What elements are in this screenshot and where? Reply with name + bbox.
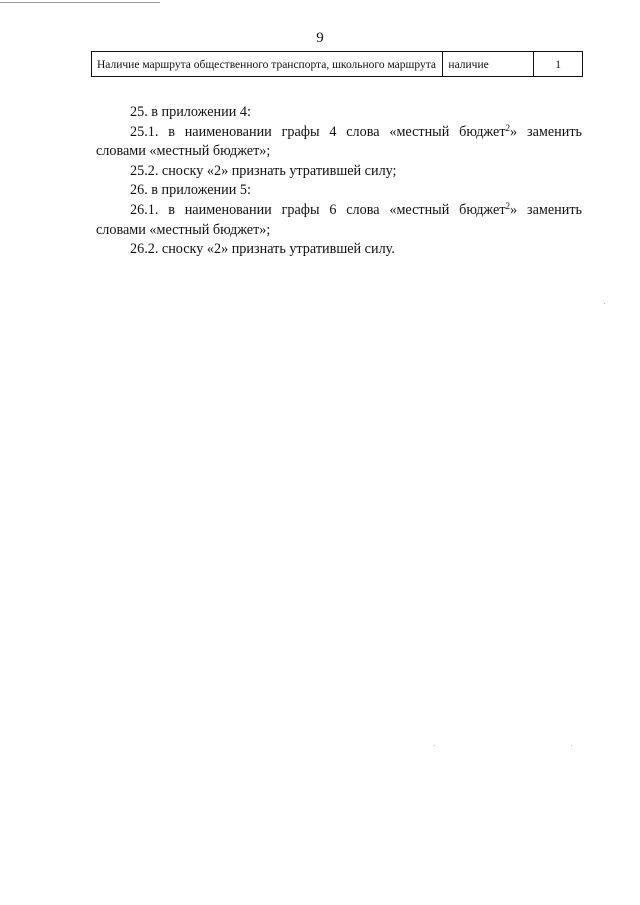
amendment-text	[96, 103, 582, 260]
indicator-value-cell: 1	[534, 52, 583, 77]
scan-speck	[571, 745, 572, 746]
paragraph-25-1-text-b: » заменить словами «местный бюджет»;	[96, 123, 582, 160]
top-scan-rule	[0, 2, 160, 3]
page-number: 9	[316, 30, 324, 46]
scan-speck	[434, 745, 435, 746]
paragraph-25-1	[96, 123, 582, 162]
paragraph-26-1	[96, 201, 582, 240]
paragraph-26-1-text-a: 26.1. в наименовании графы 6 слова «местный бюджет	[130, 201, 506, 218]
scan-speck	[604, 303, 605, 304]
paragraph-26-2: 26.2. сноску «2» признать утратившей силу.	[130, 241, 395, 258]
footnote-mark: 2	[505, 122, 511, 133]
paragraph-26: 26. в приложении 5:	[130, 182, 251, 199]
footnote-mark: 2	[505, 200, 511, 211]
paragraph-26-1-text-b: » заменить словами «местный бюджет»;	[96, 201, 582, 238]
paragraph-25: 25. в приложении 4:	[130, 104, 251, 120]
indicator-table	[91, 51, 583, 77]
table-row	[92, 52, 583, 77]
indicator-unit-cell: наличие	[443, 52, 534, 77]
paragraph-25-1-text-a: 25.1. в наименовании графы 4 слова «местный бюджет	[130, 123, 506, 140]
paragraph-25-2: 25.2. сноску «2» признать утратившей силу;	[130, 162, 397, 179]
indicator-name-cell: Наличие маршрута общественного транспорта, школьного маршрута	[92, 52, 443, 77]
